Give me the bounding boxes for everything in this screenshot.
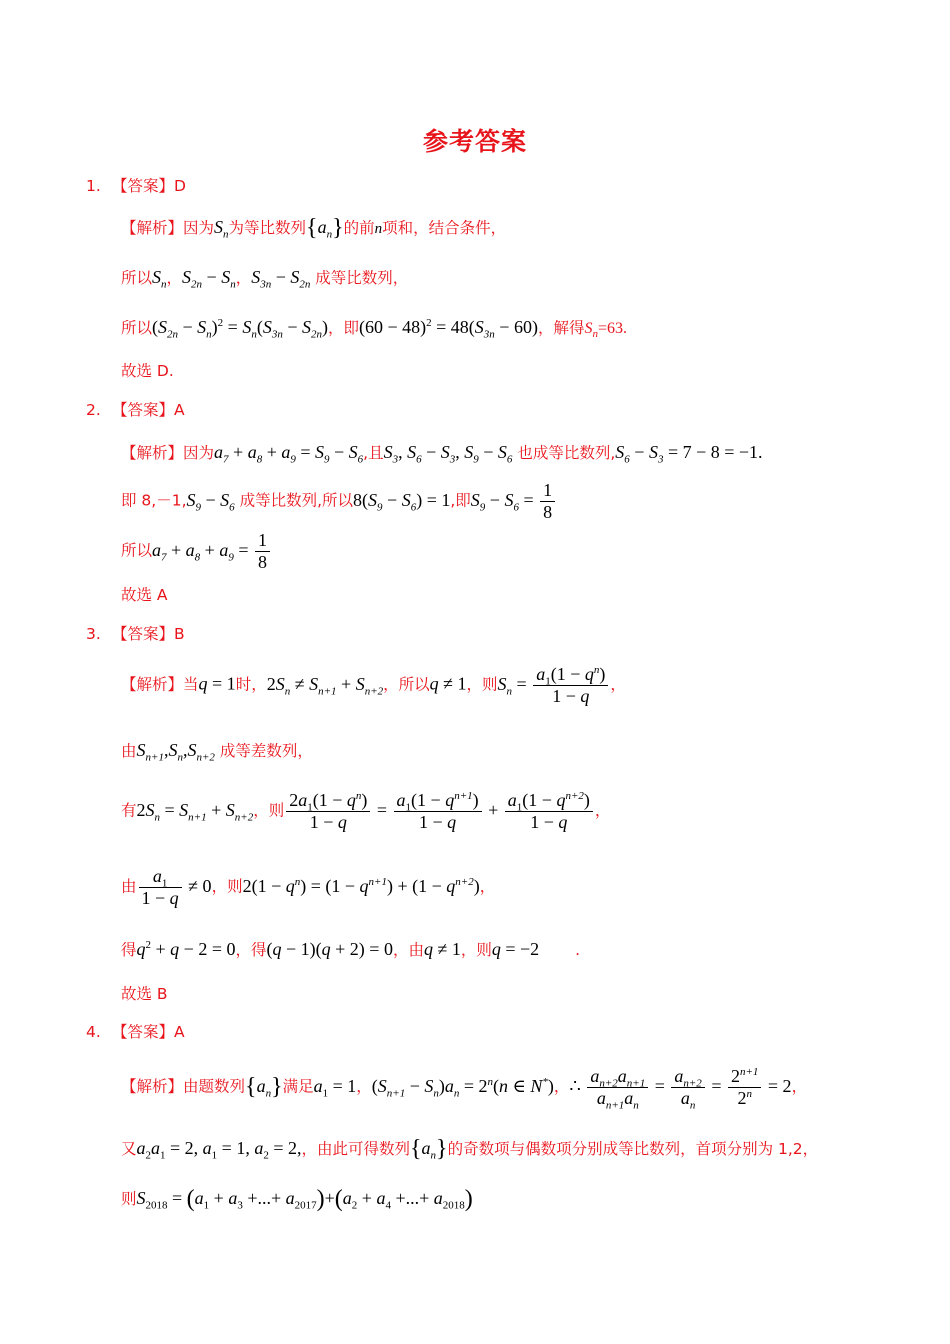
fraction: $\frac{1}{8}$ [255, 530, 270, 573]
q1-analysis-line-3: 所以$(S_{2n} - S_n)^2 = S_n(S_{3n} - S_{2n})$，即$(60 - 48)^2 = 48(S_{3n} - 60)$，解得$S_n=63$. [121, 317, 627, 341]
answer-label: 【答案】A [112, 1023, 185, 1041]
fraction: $\frac{a_{n+2}}{a_n}$ [671, 1066, 704, 1109]
answer-label: 【答案】B [112, 625, 185, 643]
result-expression: $S_n$ [584, 320, 598, 341]
math-expression: q = −2 [491, 939, 540, 959]
math-expression: $a_2a_1 = 2$, $a_1 = 1$, $a_2 = 2$, [136, 1138, 302, 1162]
math-expression: q = 1 [198, 673, 236, 694]
math-expression: $a_7 + a_8 + a_9 = S_9 - S_6$ [214, 442, 364, 466]
math-expression: $S_n$ [152, 267, 167, 291]
q1-conclusion: 故选 D. [121, 362, 174, 380]
math-expression: $S_{2018} = (a_1 + a_3$ +...+ $a_{2017})+(a_2 + a_4$ +...+ $a_{2018}$) [136, 1186, 473, 1212]
q3-conclusion: 故选 B [121, 985, 168, 1003]
math-expression: $(60 - 48)^2 = 48(S_{3n} - 60)$ [359, 317, 538, 341]
question-number: 2. [86, 401, 101, 419]
q2-analysis-line-3: 所以$a_7 + a_8 + a_9$ = $\frac{1}{8}$ [121, 530, 272, 573]
fraction: $\frac{a_1(1 - q^n)}{1 - q}$ [533, 664, 608, 707]
math-expression: ∴ $\frac{a_{n+2}a_{n+1}}{a_{n+1}a_n}$ = $\frac{a_{n+2}}{a_n}$ = $\frac{2^{n+1}}{2^n}$ = 2 [569, 1066, 792, 1112]
math-expression: $S_3$, $S_6 - S_3$, $S_9 - S_6$ [383, 442, 513, 466]
fraction: $\frac{2^{n+1}}{2^n}$ [728, 1066, 761, 1109]
question-2-answer [86, 398, 185, 420]
math-expression: $\frac{a_1}{1 - q}$ ≠ 0 [137, 876, 212, 896]
question-1-answer [86, 174, 186, 196]
fraction: $\frac{2a_1(1 - q^n)}{1 - q}$ [286, 790, 370, 833]
math-expression: $S_n$ = $\frac{a_1(1 - q^n)}{1 - q}$ [498, 674, 611, 694]
q2-conclusion: 故选 A [121, 586, 168, 604]
q3-analysis-line-3: 有$2S_n = S_{n+1} + S_{n+2}$，则 $\frac{2a_1(1 - q^n)}{1 - q}$ = $\frac{a_1(1 - q^{n+1})}{1 - q}$ + $\frac{a_1(1 - q^{n+2})}{1 - q}$ ， [121, 790, 611, 832]
math-expression: $2S_n = S_{n+1} + S_{n+2}$ [136, 799, 254, 824]
analysis-label: 【解析】 [121, 1077, 184, 1096]
math-expression: $S_n$ [214, 217, 229, 241]
q3-analysis-line-5: 得$q^2 + q - 2 = 0$，得(q − 1)(q + 2) = 0，由q ≠ 1，则q = −2 . [121, 939, 581, 959]
math-expression: $S_{3n} - S_{2n}$ [251, 267, 311, 291]
q2-analysis-line-2: 即 $8,-1,S_9 - S_6$ 成等比数列,所以$8(S_9 - S_6) = 1$,即$S_9 - S_6$ = $\frac{1}{8}$ [121, 480, 557, 523]
math-expression: $2(1 - q^n) = (1 - q^{n+1}) + (1 - q^{n+2})$ [242, 875, 480, 896]
question-4-answer [86, 1020, 185, 1042]
math-expression: (q − 1)(q + 2) = 0 [266, 939, 393, 959]
fraction: $\frac{1}{8}$ [540, 480, 555, 523]
answer-label: 【答案】D [112, 177, 186, 195]
answer-label: 【答案】A [112, 401, 185, 419]
math-expression: $a_1 = 1$ [313, 1075, 357, 1100]
question-number: 1. [86, 177, 101, 195]
math-expression: $S_9 - S_6$ [186, 489, 235, 514]
math-expression: $\frac{2a_1(1 - q^n)}{1 - q}$ = $\frac{a_1(1 - q^{n+1})}{1 - q}$ + $\frac{a_1(1 - q^{n+2})}{1 - q}$ [284, 800, 595, 820]
q3-analysis-line-2: 由$S_{n+1},S_n,S_{n+2}$ 成等差数列， [121, 740, 313, 764]
fraction: $\frac{a_1(1 - q^{n+2})}{1 - q}$ [505, 790, 593, 833]
q4-analysis-line-1: 【解析】由题数列$\{a_n\}$满足$a_1 = 1$，$(S_{n+1} - S_n)a_n = 2^n(n$ ∈ N*)，∴ $\frac{a_{n+2}a_{n+1}}{a_{n+1}a_n}$ = $\frac{a_{n+2}}{a_n}$ = $\frac{2^{n+1}}{2^n}$ = 2， [121, 1066, 808, 1112]
analysis-label: 【解析】 [121, 444, 184, 462]
question-number: 3. [86, 625, 101, 643]
fraction: $\frac{a_{n+2}a_{n+1}}{a_{n+1}a_n}$ [587, 1066, 648, 1109]
fraction: $\frac{a_1(1 - q^{n+1})}{1 - q}$ [394, 790, 482, 833]
q1-analysis-line-1: 【解析】因为$S_n$为等比数列$\{a_n\}$的前n项和，结合条件， [121, 215, 507, 241]
question-3-answer [86, 622, 185, 644]
q3-analysis-line-1: 【解析】当q = 1时，$2S_n \ne S_{n+1} + S_{n+2}$，所以q ≠ 1，则$S_n$ = $\frac{a_1(1 - q^n)}{1 - q}$ ， [121, 664, 626, 706]
question-number: 4. [86, 1023, 101, 1041]
math-expression: $\{a_n\}$ [245, 1073, 283, 1100]
math-expression: q ≠ 1 [429, 673, 467, 694]
math-expression: $8(S_9 - S_6) = 1$ [353, 489, 451, 514]
math-expression: $\{a_n\}$ [410, 1136, 448, 1162]
analysis-label: 【解析】 [121, 675, 184, 694]
q4-analysis-line-2: 又$a_2a_1 = 2$, $a_1 = 1$, $a_2 = 2$,，由此可得数列$\{a_n\}$的奇数项与偶数项分别成等比数列，首项分别为 1,2， [121, 1136, 819, 1162]
q3-analysis-line-4: 由 $\frac{a_1}{1 - q}$ ≠ 0，则$2(1 - q^n) = (1 - q^{n+1}) + (1 - q^{n+2})$， [121, 866, 496, 908]
math-expression: $\{a_n\}$ [306, 215, 344, 241]
math-expression: $S_6 - S_3 = 7 - 8 = -1$. [615, 442, 763, 466]
fraction: $\frac{a_1}{1 - q}$ [139, 866, 182, 909]
q4-analysis-line-3: 则$S_{2018} = (a_1 + a_3$ +...+ $a_{2017})+(a_2 + a_4$ +...+ $a_{2018}$) [121, 1186, 473, 1212]
math-expression: $(S_{2n} - S_n)^2 = S_n(S_{3n} - S_{2n})$ [152, 317, 328, 341]
math-expression: $S_9 - S_6$ = $\frac{1}{8}$ [471, 490, 557, 510]
math-expression: $S_{2n} - S_n$ [182, 267, 236, 291]
page-title: 参考答案 [422, 127, 527, 156]
q1-analysis-line-2: 所以$S_n$，$S_{2n} - S_n$，$S_{3n} - S_{2n}$ 成等比数列， [121, 267, 409, 291]
math-expression: q ≠ 1 [423, 939, 461, 959]
q2-analysis-line-1: 【解析】因为$a_7 + a_8 + a_9 = S_9 - S_6$,且$S_3$, $S_6 - S_3$, $S_9 - S_6$ 也成等比数列$,S_6 - S_3 = 7 - 8 = -1$. [121, 442, 763, 466]
math-expression: $q^2 + q - 2 = 0$ [136, 939, 236, 959]
math-expression: $2S_n \ne S_{n+1} + S_{n+2}$ [266, 673, 384, 698]
analysis-label: 【解析】 [121, 219, 184, 237]
math-expression: $S_{n+1},S_n,S_{n+2}$ [136, 740, 215, 764]
math-expression: $(S_{n+1} - S_n)a_n = 2^n(n$ ∈ N*) [371, 1075, 554, 1100]
math-expression: $a_7 + a_8 + a_9$ = $\frac{1}{8}$ [152, 540, 272, 560]
